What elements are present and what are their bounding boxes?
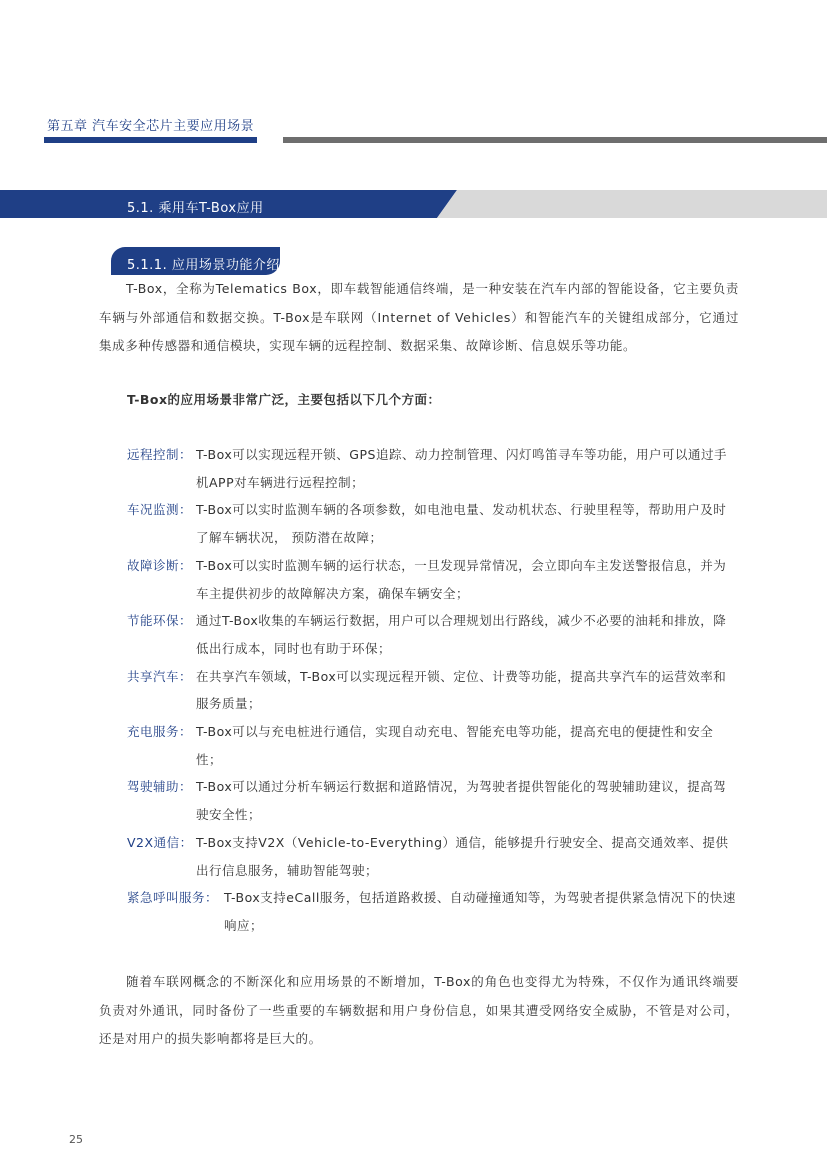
closing-paragraph: 随着车联网概念的不断深化和应用场景的不断增加，T-Box的角色也变得尤为特殊，不仅作为通讯终端要负责对外通讯，同时备份了一些重要的车辆数据和用户身份信息，如果其遭受网络安全威胁，不管是对公司，还是对用户的损失影响都将是巨大的。 xyxy=(99,974,739,1046)
list-item xyxy=(127,441,739,496)
list-item xyxy=(127,773,739,828)
section-title: 5.1. 乘用车T-Box应用 xyxy=(127,201,264,216)
lead-heading: T-Box的应用场景非常广泛，主要包括以下几个方面： xyxy=(127,392,441,407)
list-item xyxy=(127,829,739,884)
chapter-title: 第五章 汽车安全芯片主要应用场景 xyxy=(47,119,255,134)
item-label: 故障诊断： xyxy=(127,557,193,573)
chapter-bar-gray xyxy=(283,137,827,143)
intro-paragraph: T-Box，全称为Telematics Box，即车载智能通信终端，是一种安装在汽车内部的智能设备，它主要负责车辆与外部通信和数据交换。T-Box是车联网（Internet of Vehicles）和智能汽车的关键组成部分，它通过集成多种传感器和通信模块，实现车辆的远程控制、数据采集、故障诊断、信息娱乐等功能。 xyxy=(99,281,739,353)
item-text: T-Box支持eCall服务，包括道路救援、自动碰撞通知等，为驾驶者提供紧急情况下的快速响应； xyxy=(224,890,736,933)
item-text: 通过T-Box收集的车辆运行数据，用户可以合理规划出行路线，减少不必要的油耗和排放，降低出行成本，同时也有助于环保； xyxy=(196,613,727,656)
item-label: 车况监测： xyxy=(127,502,193,518)
item-label: 驾驶辅助： xyxy=(127,779,193,795)
section-band xyxy=(0,190,827,218)
item-text: T-Box支持V2X（Vehicle-to-Everything）通信，能够提升行驶安全、提高交通效率、提供出行信息服务，辅助智能驾驶； xyxy=(196,834,729,878)
item-label: 充电服务： xyxy=(127,724,193,740)
page-number: 25 xyxy=(69,1133,83,1146)
list-item xyxy=(127,718,739,773)
subsection-title: 5.1.1. 应用场景功能介绍 xyxy=(127,258,280,273)
list-item xyxy=(127,663,739,718)
item-text: T-Box可以通过分析车辆运行数据和道路情况，为驾驶者提供智能化的驾驶辅助建议，提高驾驶安全性； xyxy=(196,779,727,823)
item-text: T-Box可以实时监测车辆的各项参数，如电池电量、发动机状态、行驶里程等，帮助用户及时了解车辆状况， 预防潜在故障； xyxy=(196,502,727,546)
section-band-graphic xyxy=(0,190,827,218)
application-list xyxy=(127,441,739,940)
item-label: V2X通信： xyxy=(127,834,193,850)
list-item xyxy=(127,496,739,551)
item-label: 共享汽车： xyxy=(127,668,193,684)
item-text: T-Box可以实现远程开锁、GPS追踪、动力控制管理、闪灯鸣笛寻车等功能，用户可以通过手机APP对车辆进行远程控制； xyxy=(196,447,727,490)
chapter-bar-blue xyxy=(44,137,257,143)
item-text: 在共享汽车领域，T-Box可以实现远程开锁、定位、计费等功能，提高共享汽车的运营效率和服务质量； xyxy=(196,668,727,712)
item-label: 节能环保： xyxy=(127,613,193,629)
item-label: 紧急呼叫服务： xyxy=(127,890,219,906)
list-item xyxy=(127,884,739,939)
item-text: T-Box可以实时监测车辆的运行状态，一旦发现异常情况，会立即向车主发送警报信息，并为车主提供初步的故障解决方案，确保车辆安全； xyxy=(196,557,727,601)
item-label: 远程控制： xyxy=(127,447,193,462)
list-item xyxy=(127,607,739,662)
list-item xyxy=(127,552,739,607)
item-text: T-Box可以与充电桩进行通信，实现自动充电、智能充电等功能，提高充电的便捷性和安全性； xyxy=(196,724,714,767)
